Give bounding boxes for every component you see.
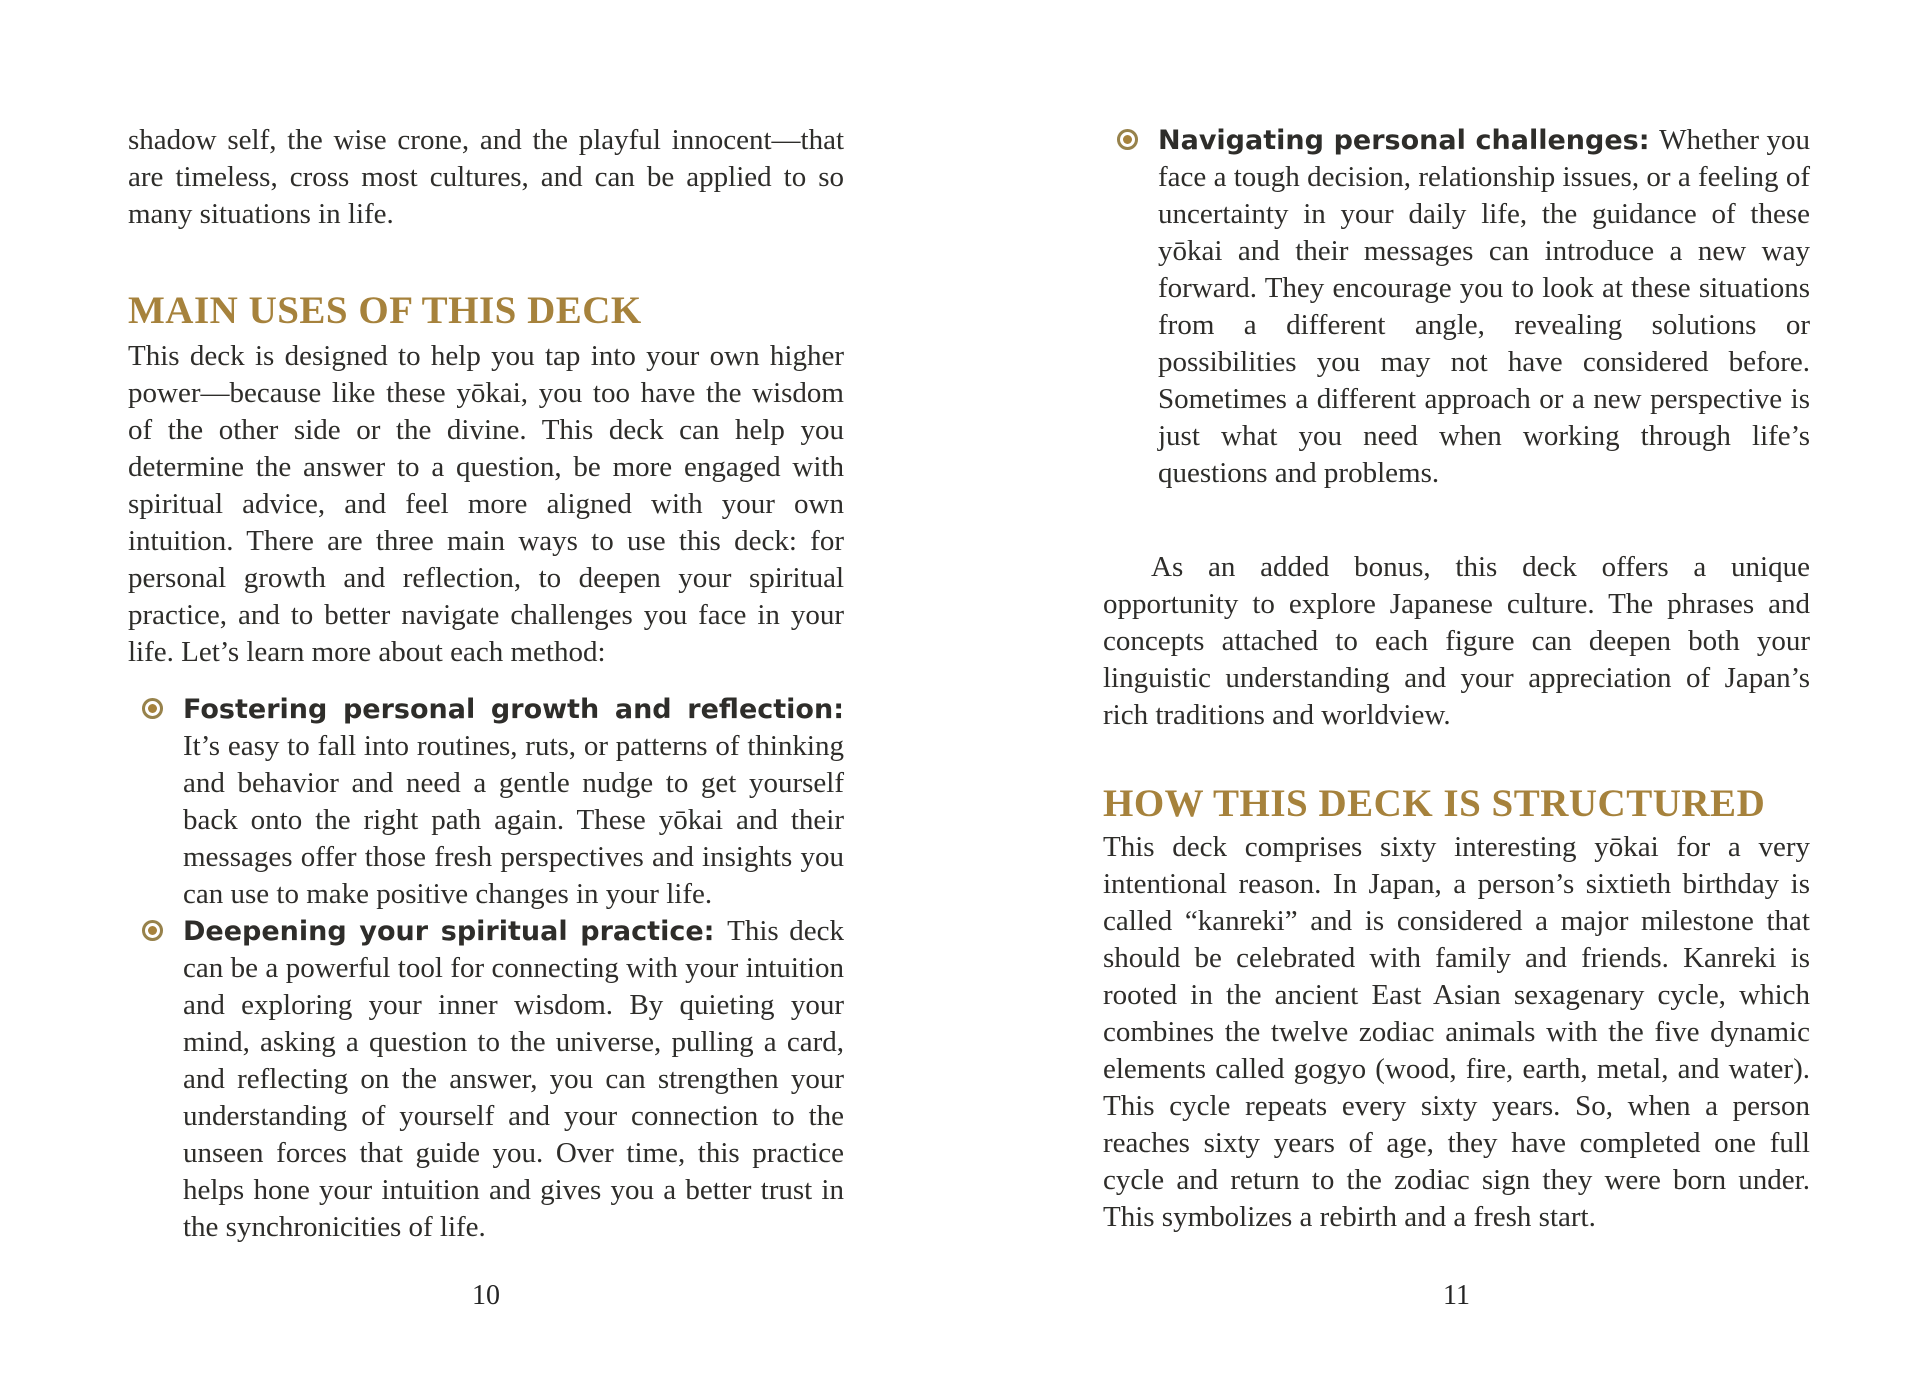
target-bullet-icon [148, 926, 157, 935]
bullet-lead: Navigating personal challenges: [1158, 125, 1660, 156]
right-page [1103, 122, 1810, 1311]
bullet-text: Whether you face a tough decision, relationship issues, or a feeling of uncertainty in your daily life, the guidance of these yōkai and their messages can introduce a new way forward. They encourage you to look at these situations from a different angle, revealing solutions or possibilities you may not have considered before. Sometimes a different approach or a new perspective is just what you need when working through life’s questions and problems. [1158, 124, 1810, 489]
bullet-text: This deck can be a powerful tool for connecting with your intuition and exploring your inner wisdom. By quieting your mind, asking a question to the universe, pulling a card, and reflecting on the answer, you can strengthen your understanding of yourself and your connection to the unseen forces that guide you. Over time, this practice helps hone your intuition and gives you a better trust in the synchronicities of life. [183, 915, 844, 1243]
bullet-list [128, 691, 844, 1246]
section-paragraph: This deck comprises sixty interesting yōkai for a very intentional reason. In Japan, a person’s sixtieth birthday is called “kanreki” and is considered a major milestone that should be celebrated with family and friends. Kanreki is rooted in the ancient East Asian sexagenary cycle, which combines the twelve zodiac animals with the five dynamic elements called gogyo (wood, fire, earth, metal, and water). This cycle repeats every sixty years. So, when a person reaches sixty years of age, they have completed one full cycle and return to the zodiac sign they were born under. This symbolizes a rebirth and a fresh start. [1103, 831, 1810, 1233]
continuation-paragraph: shadow self, the wise crone, and the playful innocent—that are timeless, cross most cultures, and can be applied to so many situations in life. [128, 124, 844, 230]
target-bullet-icon [148, 704, 157, 713]
target-bullet-icon [1123, 135, 1132, 144]
list-item [1103, 122, 1810, 492]
page-number: 11 [1443, 1280, 1470, 1311]
bullet-lead: Fostering personal growth and reflection: [183, 694, 844, 725]
bullet-text: It’s easy to fall into routines, ruts, or patterns of thinking and behavior and need a gentle nudge to get yourself back onto the right path again. These yōkai and their messages offer those fresh perspectives and insights you can use to make positive changes in your life. [183, 730, 844, 910]
left-page [128, 122, 844, 1311]
section-paragraph: This deck is designed to help you tap into your own higher power—because like these yōkai, you too have the wisdom of the other side or the divine. This deck can help you determine the answer to a question, be more engaged with spiritual advice, and feel more aligned with your own intuition. There are three main ways to use this deck: for personal growth and reflection, to deepen your spiritual practice, and to better navigate challenges you face in your life. Let’s learn more about each method: [128, 340, 844, 668]
bonus-paragraph: As an added bonus, this deck offers a unique opportunity to explore Japanese culture. The phrases and concepts attached to each figure can deepen both your linguistic understanding and your appreciation of Japan’s rich traditions and worldview. [1103, 551, 1810, 731]
list-item [128, 913, 844, 1246]
section-heading-structure: HOW THIS DECK IS STRUCTURED [1103, 782, 1766, 825]
bullet-list [1103, 122, 1810, 492]
list-item [128, 691, 844, 913]
page-number: 10 [472, 1280, 500, 1311]
bullet-lead: Deepening your spiritual practice: [183, 916, 728, 947]
section-heading-main-uses: MAIN USES OF THIS DECK [128, 289, 642, 332]
